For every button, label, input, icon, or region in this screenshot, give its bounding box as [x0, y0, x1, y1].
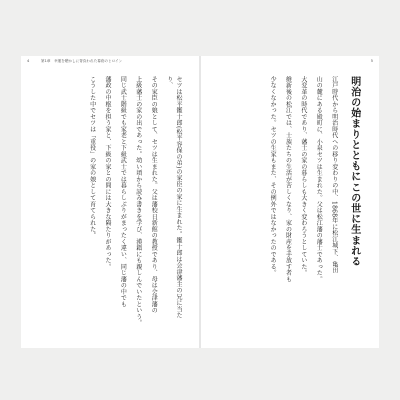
paragraph: 江戸時代から明治時代への移り変わりの中、1868年に松江城下、亀田	[330, 76, 338, 274]
paragraph: 大変革の時代であり、藩士の家の暮らしも大きく変わろうとしていた。	[299, 76, 307, 276]
paragraph: その家臣の娘として、セツは生まれた。父は藩校日新館の教授であり、母は会津藩の	[150, 76, 158, 314]
left-page	[21, 56, 199, 348]
paragraph: 山の麓にある殿町に、小泉セツは生まれた。父は松江藩の藩士であった。	[315, 76, 323, 283]
paragraph: 少なくなかった。セツの生家もまた、その例外ではなかったのである。	[269, 76, 277, 276]
paragraph: 上級藩士の家の出であった。幼い頃から読み書きを学び、漢籍にも親しんでいたという。	[134, 76, 142, 326]
left-page-number: 4	[27, 59, 30, 63]
section-heading: 明治の始まりとともにこの世に生まれる	[348, 76, 360, 267]
paragraph: こうした中でセツは「重役」の家の娘として育てられた。	[88, 76, 96, 239]
paragraph: セツは松平鑑十郎(松平容保の弟)の家臣の家に生まれた。鑑十郎は会津藩主の兄に当たり、	[165, 76, 182, 319]
paragraph: 維新後の松江では、士族たちの生活が苦しくなり、家の財産を手放す者も	[284, 76, 292, 283]
right-page	[201, 56, 379, 348]
right-body-text	[209, 76, 369, 330]
running-title: 第1章 幸運を聴かしに背負われた幕府のヒロイン	[41, 59, 123, 63]
paragraph: 同じ武士階級でも家老と下級武士では暮らしぶりがまったく違い、同じ藩の中でも	[119, 76, 127, 308]
paragraph: 藩政の中枢を担う家と、下級の家との間には大きな隔たりがあった。	[103, 76, 111, 270]
left-body-text	[29, 76, 189, 330]
right-page-number: 5	[370, 59, 373, 63]
